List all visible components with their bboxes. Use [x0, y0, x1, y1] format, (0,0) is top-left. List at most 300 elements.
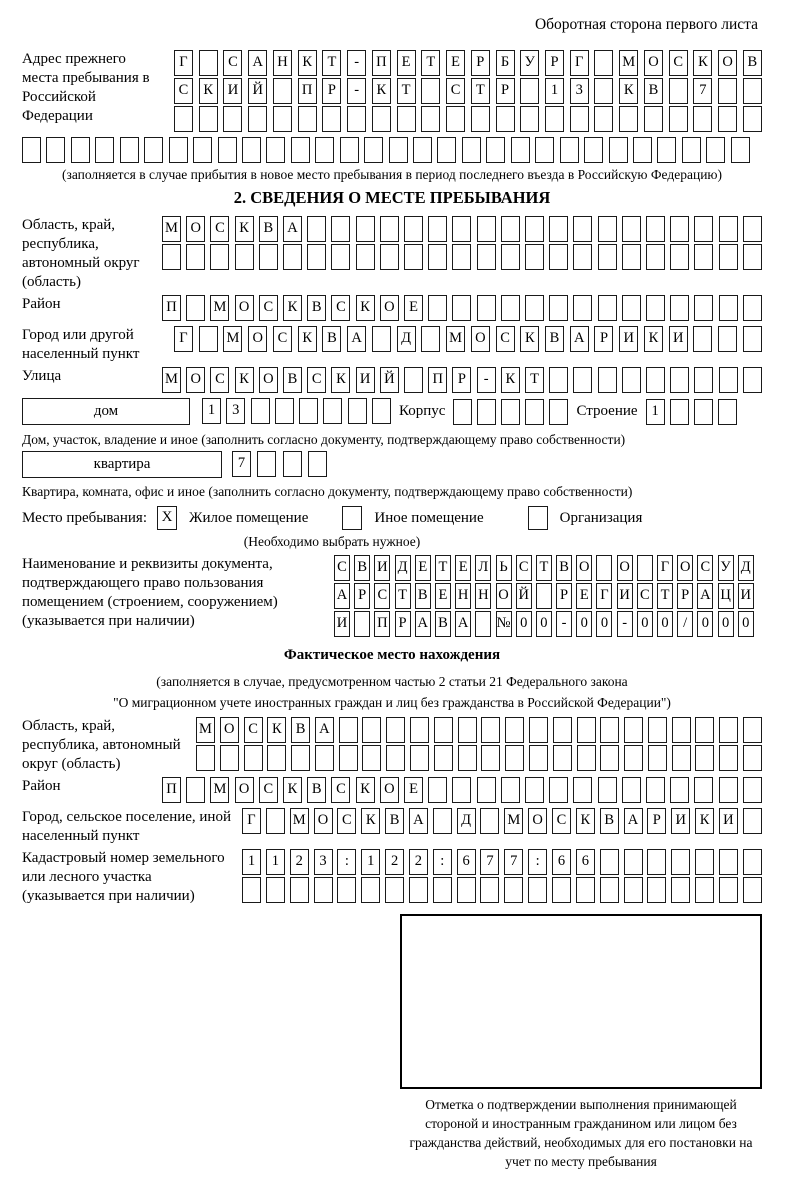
char-cell[interactable]: П: [162, 777, 181, 803]
char-cell[interactable]: [584, 137, 603, 163]
char-cell[interactable]: И: [223, 78, 242, 104]
char-cell[interactable]: [480, 808, 499, 834]
char-cell[interactable]: [670, 244, 689, 270]
char-cell[interactable]: 6: [552, 849, 571, 875]
char-cell[interactable]: [193, 137, 212, 163]
char-cell[interactable]: С: [273, 326, 292, 352]
char-cell[interactable]: К: [619, 78, 638, 104]
char-cell[interactable]: [743, 877, 762, 903]
char-cell[interactable]: А: [334, 583, 350, 609]
char-cell[interactable]: [731, 137, 750, 163]
char-cell[interactable]: [421, 326, 440, 352]
char-cell[interactable]: [536, 583, 552, 609]
char-cell[interactable]: Т: [525, 367, 544, 393]
char-cell[interactable]: С: [669, 50, 688, 76]
char-cell[interactable]: 0: [657, 611, 673, 637]
char-cell[interactable]: [471, 106, 490, 132]
char-cell[interactable]: [266, 137, 285, 163]
prev-address-row-4[interactable]: [22, 137, 750, 163]
char-cell[interactable]: [718, 399, 737, 425]
char-cell[interactable]: Р: [452, 367, 471, 393]
document-row-2[interactable]: [334, 583, 754, 609]
char-cell[interactable]: [552, 877, 571, 903]
char-cell[interactable]: Д: [457, 808, 476, 834]
char-cell[interactable]: [549, 367, 568, 393]
char-cell[interactable]: [646, 244, 665, 270]
char-cell[interactable]: В: [743, 50, 762, 76]
char-cell[interactable]: Р: [545, 50, 564, 76]
char-cell[interactable]: 0: [576, 611, 592, 637]
char-cell[interactable]: [186, 244, 205, 270]
char-cell[interactable]: И: [719, 808, 738, 834]
char-cell[interactable]: И: [671, 808, 690, 834]
char-cell[interactable]: А: [248, 50, 267, 76]
char-cell[interactable]: К: [235, 367, 254, 393]
char-cell[interactable]: [577, 745, 596, 771]
char-cell[interactable]: [525, 244, 544, 270]
char-cell[interactable]: [505, 745, 524, 771]
city-row[interactable]: [174, 326, 762, 352]
char-cell[interactable]: Л: [475, 555, 491, 581]
char-cell[interactable]: С: [637, 583, 653, 609]
char-cell[interactable]: [549, 244, 568, 270]
char-cell[interactable]: -: [477, 367, 496, 393]
char-cell[interactable]: К: [199, 78, 218, 104]
char-cell[interactable]: [339, 745, 358, 771]
char-cell[interactable]: [637, 555, 653, 581]
char-cell[interactable]: А: [697, 583, 713, 609]
char-cell[interactable]: [397, 106, 416, 132]
char-cell[interactable]: С: [244, 717, 263, 743]
char-cell[interactable]: К: [361, 808, 380, 834]
char-cell[interactable]: К: [235, 216, 254, 242]
char-cell[interactable]: П: [374, 611, 390, 637]
char-cell[interactable]: [380, 216, 399, 242]
char-cell[interactable]: [362, 717, 381, 743]
char-cell[interactable]: [46, 137, 65, 163]
char-cell[interactable]: А: [570, 326, 589, 352]
cadastral-row-2[interactable]: [242, 877, 762, 903]
char-cell[interactable]: [380, 244, 399, 270]
char-cell[interactable]: [573, 244, 592, 270]
char-cell[interactable]: 0: [516, 611, 532, 637]
char-cell[interactable]: О: [617, 555, 633, 581]
char-cell[interactable]: №: [496, 611, 512, 637]
char-cell[interactable]: В: [259, 216, 278, 242]
char-cell[interactable]: [743, 326, 762, 352]
char-cell[interactable]: [695, 849, 714, 875]
char-cell[interactable]: 6: [457, 849, 476, 875]
char-cell[interactable]: М: [504, 808, 523, 834]
char-cell[interactable]: [283, 451, 302, 477]
char-cell[interactable]: С: [496, 326, 515, 352]
char-cell[interactable]: [669, 78, 688, 104]
char-cell[interactable]: [622, 777, 641, 803]
char-cell[interactable]: [706, 137, 725, 163]
char-cell[interactable]: В: [307, 295, 326, 321]
char-cell[interactable]: О: [259, 367, 278, 393]
char-cell[interactable]: [186, 777, 205, 803]
char-cell[interactable]: [199, 326, 218, 352]
char-cell[interactable]: [307, 244, 326, 270]
char-cell[interactable]: 0: [718, 611, 734, 637]
char-cell[interactable]: -: [347, 50, 366, 76]
char-cell[interactable]: [528, 877, 547, 903]
char-cell[interactable]: О: [235, 777, 254, 803]
char-cell[interactable]: [743, 216, 762, 242]
char-cell[interactable]: А: [283, 216, 302, 242]
char-cell[interactable]: Н: [475, 583, 491, 609]
char-cell[interactable]: [644, 106, 663, 132]
char-cell[interactable]: [290, 877, 309, 903]
char-cell[interactable]: [458, 745, 477, 771]
char-cell[interactable]: С: [697, 555, 713, 581]
char-cell[interactable]: [496, 106, 515, 132]
char-cell[interactable]: [95, 137, 114, 163]
char-cell[interactable]: [598, 777, 617, 803]
char-cell[interactable]: В: [307, 777, 326, 803]
char-cell[interactable]: [199, 50, 218, 76]
char-cell[interactable]: [218, 137, 237, 163]
char-cell[interactable]: Г: [596, 583, 612, 609]
char-cell[interactable]: [671, 849, 690, 875]
char-cell[interactable]: М: [223, 326, 242, 352]
char-cell[interactable]: [600, 849, 619, 875]
char-cell[interactable]: А: [624, 808, 643, 834]
char-cell[interactable]: [743, 244, 762, 270]
char-cell[interactable]: 2: [290, 849, 309, 875]
char-cell[interactable]: В: [385, 808, 404, 834]
char-cell[interactable]: [577, 717, 596, 743]
char-cell[interactable]: [594, 106, 613, 132]
char-cell[interactable]: [719, 717, 738, 743]
char-cell[interactable]: Р: [556, 583, 572, 609]
char-cell[interactable]: [672, 717, 691, 743]
char-cell[interactable]: [308, 451, 327, 477]
char-cell[interactable]: Е: [576, 583, 592, 609]
char-cell[interactable]: Т: [657, 583, 673, 609]
char-cell[interactable]: [404, 367, 423, 393]
char-cell[interactable]: О: [677, 555, 693, 581]
char-cell[interactable]: А: [347, 326, 366, 352]
char-cell[interactable]: [743, 78, 762, 104]
char-cell[interactable]: И: [374, 555, 390, 581]
char-cell[interactable]: С: [174, 78, 193, 104]
char-cell[interactable]: [695, 877, 714, 903]
char-cell[interactable]: Е: [435, 583, 451, 609]
char-cell[interactable]: Е: [415, 555, 431, 581]
char-cell[interactable]: [477, 399, 496, 425]
char-cell[interactable]: [251, 398, 270, 424]
char-cell[interactable]: [210, 244, 229, 270]
char-cell[interactable]: [356, 244, 375, 270]
char-cell[interactable]: [718, 326, 737, 352]
char-cell[interactable]: 2: [409, 849, 428, 875]
char-cell[interactable]: А: [455, 611, 471, 637]
char-cell[interactable]: О: [718, 50, 737, 76]
char-cell[interactable]: [718, 106, 737, 132]
char-cell[interactable]: [619, 106, 638, 132]
char-cell[interactable]: [291, 137, 310, 163]
char-cell[interactable]: [573, 777, 592, 803]
region-row-1[interactable]: [162, 216, 762, 242]
char-cell[interactable]: Н: [273, 50, 292, 76]
char-cell[interactable]: [520, 106, 539, 132]
char-cell[interactable]: [501, 777, 520, 803]
char-cell[interactable]: М: [210, 777, 229, 803]
char-cell[interactable]: [481, 717, 500, 743]
char-cell[interactable]: 7: [480, 849, 499, 875]
char-cell[interactable]: [511, 137, 530, 163]
char-cell[interactable]: К: [501, 367, 520, 393]
char-cell[interactable]: П: [162, 295, 181, 321]
char-cell[interactable]: О: [471, 326, 490, 352]
checkbox-residential[interactable]: X: [157, 506, 177, 530]
char-cell[interactable]: У: [718, 555, 734, 581]
char-cell[interactable]: А: [315, 717, 334, 743]
char-cell[interactable]: О: [644, 50, 663, 76]
char-cell[interactable]: [694, 216, 713, 242]
char-cell[interactable]: [672, 745, 691, 771]
char-cell[interactable]: [600, 717, 619, 743]
checkbox-organization[interactable]: [528, 506, 548, 530]
char-cell[interactable]: Е: [446, 50, 465, 76]
char-cell[interactable]: К: [298, 326, 317, 352]
char-cell[interactable]: [622, 244, 641, 270]
char-cell[interactable]: [71, 137, 90, 163]
char-cell[interactable]: [477, 777, 496, 803]
char-cell[interactable]: С: [334, 555, 350, 581]
char-cell[interactable]: [452, 295, 471, 321]
char-cell[interactable]: С: [552, 808, 571, 834]
char-cell[interactable]: 7: [232, 451, 251, 477]
char-cell[interactable]: [695, 717, 714, 743]
char-cell[interactable]: Г: [570, 50, 589, 76]
char-cell[interactable]: Ц: [718, 583, 734, 609]
char-cell[interactable]: [356, 216, 375, 242]
char-cell[interactable]: Б: [496, 50, 515, 76]
char-cell[interactable]: [646, 777, 665, 803]
char-cell[interactable]: И: [334, 611, 350, 637]
char-cell[interactable]: [315, 745, 334, 771]
char-cell[interactable]: [428, 244, 447, 270]
char-cell[interactable]: [331, 244, 350, 270]
char-cell[interactable]: [267, 745, 286, 771]
char-cell[interactable]: [314, 877, 333, 903]
char-cell[interactable]: 0: [738, 611, 754, 637]
char-cell[interactable]: [273, 106, 292, 132]
char-cell[interactable]: [573, 216, 592, 242]
actual-city-row[interactable]: [242, 808, 762, 834]
char-cell[interactable]: Р: [354, 583, 370, 609]
char-cell[interactable]: [529, 745, 548, 771]
char-cell[interactable]: [372, 398, 391, 424]
char-cell[interactable]: [291, 745, 310, 771]
char-cell[interactable]: [719, 849, 738, 875]
char-cell[interactable]: Т: [395, 583, 411, 609]
char-cell[interactable]: С: [223, 50, 242, 76]
char-cell[interactable]: В: [600, 808, 619, 834]
char-cell[interactable]: [477, 295, 496, 321]
char-cell[interactable]: [452, 216, 471, 242]
char-cell[interactable]: [475, 611, 491, 637]
char-cell[interactable]: Р: [677, 583, 693, 609]
char-cell[interactable]: [421, 106, 440, 132]
char-cell[interactable]: [348, 398, 367, 424]
char-cell[interactable]: [410, 745, 429, 771]
char-cell[interactable]: [323, 398, 342, 424]
char-cell[interactable]: И: [669, 326, 688, 352]
char-cell[interactable]: [598, 295, 617, 321]
char-cell[interactable]: И: [738, 583, 754, 609]
char-cell[interactable]: [694, 295, 713, 321]
char-cell[interactable]: [622, 367, 641, 393]
char-cell[interactable]: [646, 367, 665, 393]
char-cell[interactable]: О: [496, 583, 512, 609]
char-cell[interactable]: Т: [421, 50, 440, 76]
char-cell[interactable]: [598, 244, 617, 270]
prev-address-row-3[interactable]: [174, 106, 762, 132]
char-cell[interactable]: [670, 367, 689, 393]
char-cell[interactable]: [693, 326, 712, 352]
char-cell[interactable]: [525, 777, 544, 803]
char-cell[interactable]: С: [331, 777, 350, 803]
char-cell[interactable]: [694, 777, 713, 803]
char-cell[interactable]: [549, 777, 568, 803]
char-cell[interactable]: [322, 106, 341, 132]
region-row-2[interactable]: [162, 244, 762, 270]
char-cell[interactable]: [600, 745, 619, 771]
char-cell[interactable]: О: [380, 295, 399, 321]
char-cell[interactable]: [462, 137, 481, 163]
char-cell[interactable]: [743, 295, 762, 321]
char-cell[interactable]: [331, 216, 350, 242]
char-cell[interactable]: К: [695, 808, 714, 834]
char-cell[interactable]: Й: [380, 367, 399, 393]
char-cell[interactable]: М: [619, 50, 638, 76]
char-cell[interactable]: М: [162, 367, 181, 393]
char-cell[interactable]: [549, 399, 568, 425]
char-cell[interactable]: О: [528, 808, 547, 834]
char-cell[interactable]: 7: [504, 849, 523, 875]
char-cell[interactable]: О: [220, 717, 239, 743]
char-cell[interactable]: [477, 216, 496, 242]
char-cell[interactable]: [695, 745, 714, 771]
char-cell[interactable]: М: [290, 808, 309, 834]
char-cell[interactable]: [337, 877, 356, 903]
char-cell[interactable]: [600, 877, 619, 903]
char-cell[interactable]: [385, 877, 404, 903]
char-cell[interactable]: [259, 244, 278, 270]
char-cell[interactable]: [273, 78, 292, 104]
char-cell[interactable]: [624, 849, 643, 875]
char-cell[interactable]: [743, 106, 762, 132]
char-cell[interactable]: [598, 367, 617, 393]
char-cell[interactable]: О: [314, 808, 333, 834]
char-cell[interactable]: С: [259, 777, 278, 803]
char-cell[interactable]: [594, 50, 613, 76]
char-cell[interactable]: Н: [455, 583, 471, 609]
char-cell[interactable]: [458, 717, 477, 743]
char-cell[interactable]: [481, 745, 500, 771]
prev-address-row-1[interactable]: [174, 50, 762, 76]
char-cell[interactable]: В: [283, 367, 302, 393]
char-cell[interactable]: А: [415, 611, 431, 637]
char-cell[interactable]: [682, 137, 701, 163]
char-cell[interactable]: 2: [385, 849, 404, 875]
char-cell[interactable]: [404, 216, 423, 242]
char-cell[interactable]: [404, 244, 423, 270]
char-cell[interactable]: [434, 717, 453, 743]
char-cell[interactable]: [144, 137, 163, 163]
char-cell[interactable]: 0: [536, 611, 552, 637]
char-cell[interactable]: С: [259, 295, 278, 321]
char-cell[interactable]: [372, 106, 391, 132]
char-cell[interactable]: С: [331, 295, 350, 321]
prev-address-row-2[interactable]: [174, 78, 762, 104]
char-cell[interactable]: Д: [397, 326, 416, 352]
char-cell[interactable]: [22, 137, 41, 163]
char-cell[interactable]: [196, 745, 215, 771]
char-cell[interactable]: [242, 137, 261, 163]
house-number-cells[interactable]: [202, 398, 391, 424]
char-cell[interactable]: Р: [647, 808, 666, 834]
char-cell[interactable]: К: [283, 777, 302, 803]
char-cell[interactable]: [657, 137, 676, 163]
char-cell[interactable]: К: [576, 808, 595, 834]
char-cell[interactable]: [624, 877, 643, 903]
char-cell[interactable]: -: [617, 611, 633, 637]
char-cell[interactable]: В: [322, 326, 341, 352]
char-cell[interactable]: С: [374, 583, 390, 609]
char-cell[interactable]: [535, 137, 554, 163]
char-cell[interactable]: [315, 137, 334, 163]
char-cell[interactable]: Й: [516, 583, 532, 609]
char-cell[interactable]: [477, 244, 496, 270]
char-cell[interactable]: К: [267, 717, 286, 743]
char-cell[interactable]: Р: [322, 78, 341, 104]
char-cell[interactable]: Е: [404, 295, 423, 321]
char-cell[interactable]: М: [446, 326, 465, 352]
char-cell[interactable]: [553, 745, 572, 771]
char-cell[interactable]: 1: [545, 78, 564, 104]
char-cell[interactable]: [364, 137, 383, 163]
char-cell[interactable]: Р: [594, 326, 613, 352]
char-cell[interactable]: 3: [570, 78, 589, 104]
char-cell[interactable]: [553, 717, 572, 743]
char-cell[interactable]: [428, 777, 447, 803]
char-cell[interactable]: [413, 137, 432, 163]
char-cell[interactable]: [694, 244, 713, 270]
char-cell[interactable]: О: [380, 777, 399, 803]
apartment-cells[interactable]: [232, 451, 327, 477]
char-cell[interactable]: [718, 78, 737, 104]
char-cell[interactable]: [719, 367, 738, 393]
char-cell[interactable]: [743, 777, 762, 803]
char-cell[interactable]: К: [520, 326, 539, 352]
char-cell[interactable]: Ь: [496, 555, 512, 581]
char-cell[interactable]: [409, 877, 428, 903]
char-cell[interactable]: [501, 216, 520, 242]
char-cell[interactable]: [298, 106, 317, 132]
char-cell[interactable]: Д: [738, 555, 754, 581]
char-cell[interactable]: [452, 244, 471, 270]
char-cell[interactable]: [573, 367, 592, 393]
char-cell[interactable]: В: [435, 611, 451, 637]
char-cell[interactable]: [525, 216, 544, 242]
char-cell[interactable]: В: [415, 583, 431, 609]
char-cell[interactable]: Й: [248, 78, 267, 104]
